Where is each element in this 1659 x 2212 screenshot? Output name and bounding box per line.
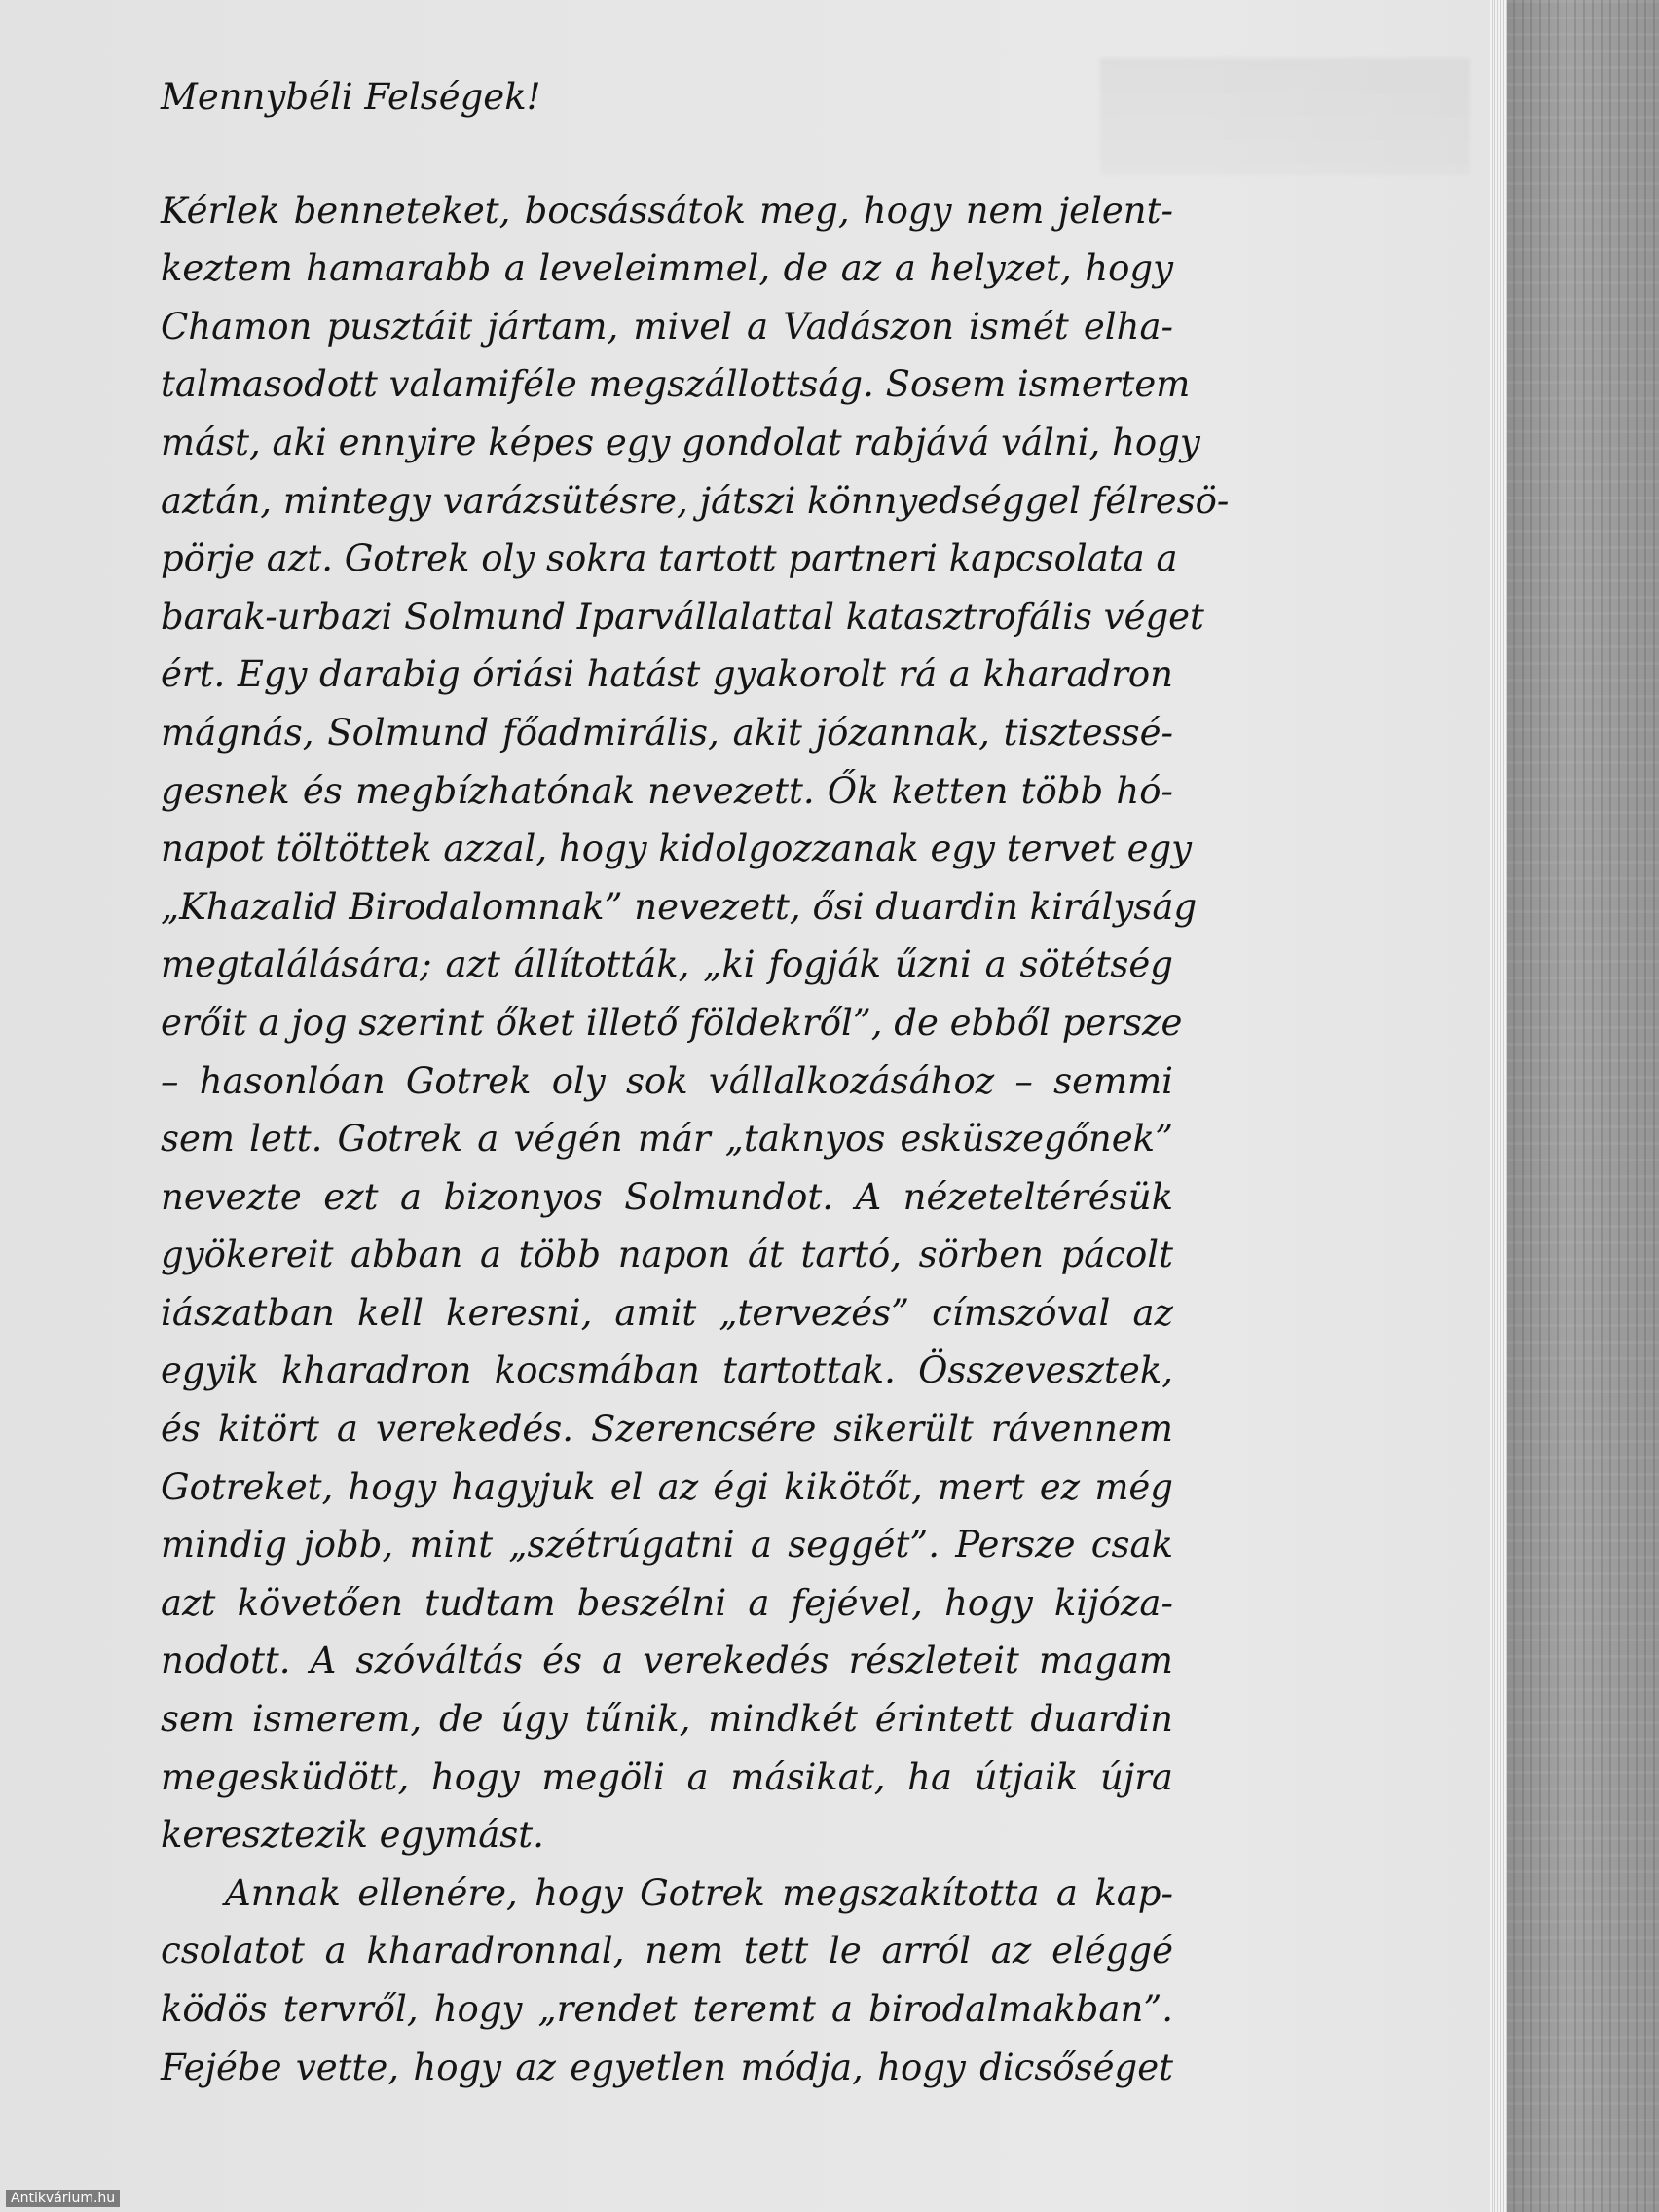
text-line: mást, aki ennyire képes egy gondolat rabjává válni, hogy [161, 421, 1200, 463]
text-line: iászatban kell keresni, amit „tervezés” címszóval az [161, 1291, 1173, 1334]
text-line: Chamon pusztáit jártam, mivel a Vadászon ismét elha- [161, 305, 1173, 348]
text-line: gesnek és megbízhatónak nevezett. Ők ketten több hó- [161, 769, 1173, 812]
text-line: mindig jobb, mint „szétrúgatni a seggét”. Persze csak [161, 1524, 1173, 1567]
text-line: – hasonlóan Gotrek oly sok vállalkozásához – semmi [161, 1059, 1173, 1102]
paragraphs [161, 182, 1230, 2097]
text-line: azt követően tudtam beszélni a fejével, hogy kijóza- [161, 1581, 1173, 1624]
text-line: nodott. A szóváltás és a verekedés részleteit magam [161, 1640, 1173, 1682]
text-line: talmasodott valamiféle megszállottság. Sosem ismertem [161, 363, 1191, 406]
text-line: Annak ellenére, hogy Gotrek megszakította a kap- [225, 1871, 1173, 1914]
text-line: pörje azt. Gotrek oly sokra tartott partneri kapcsolata a [161, 537, 1178, 580]
text-line: gyökereit abban a több napon át tartó, sörben pácolt [161, 1234, 1173, 1276]
text-line: egyik kharadron kocsmában tartottak. Összevesztek, [161, 1349, 1173, 1392]
text-line: ködös tervről, hogy „rendet teremt a birodalmakban”. [161, 1988, 1173, 2030]
text-line: Fejébe vette, hogy az egyetlen módja, hogy dicsőséget [161, 2046, 1173, 2088]
text-line: aztán, mintegy varázsütésre, játszi könnyedséggel félresö- [161, 479, 1230, 522]
paragraph [161, 1864, 1173, 2096]
watermark: Antikvárium.hu [6, 2190, 120, 2207]
text-line: Gotreket, hogy hagyjuk el az égi kikötőt, mert ez még [161, 1465, 1173, 1508]
text-line: keztem hamarabb a leveleimmel, de az a helyzet, hogy [161, 247, 1173, 290]
text-line: megtalálására; azt állították, „ki fogják űzni a sötétség [161, 943, 1173, 986]
text-line: sem lett. Gotrek a végén már „taknyos esküszegőnek” [161, 1118, 1173, 1161]
desk-background [1504, 0, 1659, 2212]
text-line: barak-urbazi Solmund Iparvállalattal katasztrofális véget [161, 595, 1204, 638]
paragraph [161, 182, 1230, 1864]
text-line: megesküdött, hogy megöli a másikat, ha útjaik újra [161, 1755, 1173, 1798]
salutation: Mennybéli Felségek! [161, 76, 541, 118]
text-line: mágnás, Solmund főadmirális, akit józannak, tisztessé- [161, 711, 1173, 754]
text-line: keresztezik egymást. [161, 1814, 544, 1857]
letter-body [161, 68, 1230, 2096]
text-line: „Khazalid Birodalomnak” nevezett, ősi duardin királyság [161, 885, 1198, 928]
text-line: nevezte ezt a bizonyos Solmundot. A nézeteltérésük [161, 1175, 1173, 1218]
page-edges [1490, 0, 1507, 2212]
text-line: csolatot a kharadronnal, nem tett le arról az eléggé [161, 1930, 1173, 1972]
text-line: napot töltöttek azzal, hogy kidolgozzanak egy tervet egy [161, 828, 1193, 870]
text-line: és kitört a verekedés. Szerencsére sikerült rávennem [161, 1408, 1173, 1451]
text-line: sem ismerem, de úgy tűnik, mindkét érintett duardin [161, 1698, 1173, 1741]
text-line: erőit a jog szerint őket illető földekről”, de ebből persze [161, 1001, 1183, 1044]
text-line: Kérlek benneteket, bocsássátok meg, hogy nem jelent- [161, 189, 1173, 232]
text-line: ért. Egy darabig óriási hatást gyakorolt rá a kharadron [161, 653, 1173, 696]
